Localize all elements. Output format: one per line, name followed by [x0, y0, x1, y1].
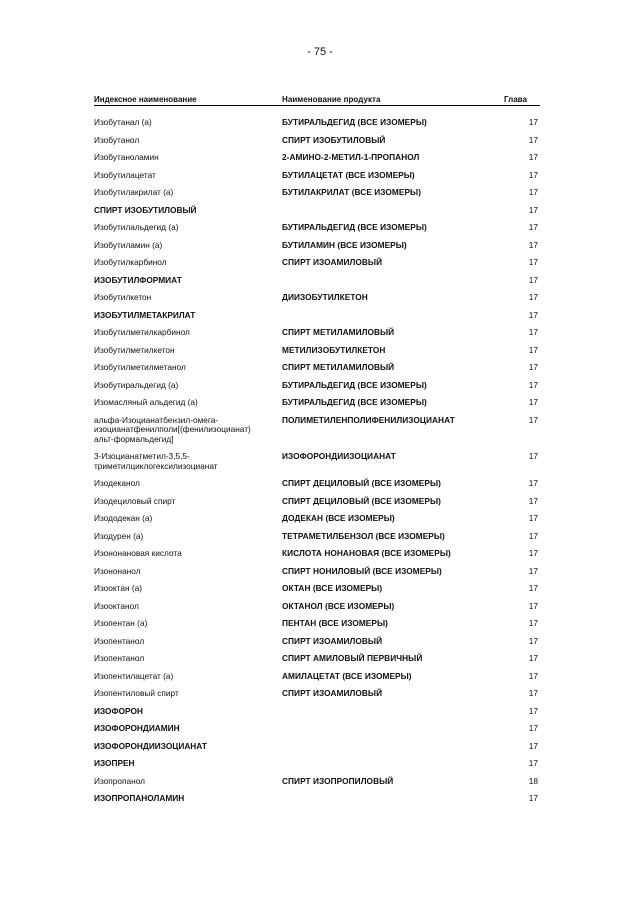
- index-name-cell: ИЗОПРОПАНОЛАМИН: [94, 793, 185, 803]
- header-index-name: Индексное наименование: [94, 95, 197, 104]
- product-name-cell: СПИРТ ДЕЦИЛОВЫЙ (ВСЕ ИЗОМЕРЫ): [282, 495, 441, 506]
- chapter-cell: 17: [528, 618, 538, 628]
- header-product-name: Наименование продукта: [282, 95, 381, 104]
- table-row: [94, 584, 540, 594]
- index-name-cell: ИЗОБУТИЛМЕТАКРИЛАТ: [94, 309, 196, 320]
- index-name-cell: Изодециловый спирт: [94, 495, 176, 506]
- table-row: [94, 672, 540, 682]
- table-row: [94, 777, 540, 787]
- product-name-cell: [282, 311, 500, 321]
- index-name-cell: ИЗОФОРОН: [94, 705, 143, 716]
- product-name-cell: МЕТИЛИЗОБУТИЛКЕТОН: [282, 344, 386, 355]
- chapter-cell: 17: [528, 204, 538, 215]
- table-row: [94, 118, 540, 128]
- table-row: [94, 514, 540, 524]
- chapter-cell: 17: [528, 327, 538, 337]
- table-row: [94, 276, 540, 286]
- index-name-cell: ИЗОБУТИЛФОРМИАТ: [94, 274, 182, 285]
- chapter-cell: 17: [528, 134, 538, 145]
- index-name-cell: Изомасляный альдегид (а): [94, 397, 198, 407]
- product-name-cell: БУТИЛАЦЕТАТ (ВСЕ ИЗОМЕРЫ): [282, 169, 415, 180]
- product-name-cell: СПИРТ МЕТИЛАМИЛОВЫЙ: [282, 362, 395, 372]
- chapter-cell: 17: [528, 758, 538, 768]
- chapter-cell: 17: [528, 362, 538, 372]
- index-name-cell: Изобутилкарбинол: [94, 257, 167, 267]
- chapter-cell: 17: [528, 653, 538, 663]
- chapter-cell: 17: [528, 705, 538, 716]
- product-name-cell: СПИРТ ИЗОАМИЛОВЫЙ: [282, 635, 383, 646]
- product-name-cell: СПИРТ АМИЛОВЫЙ ПЕРВИЧНЫЙ: [282, 653, 423, 663]
- table-row: [94, 381, 540, 391]
- product-name-cell: БУТИЛАМИН (ВСЕ ИЗОМЕРЫ): [282, 239, 407, 250]
- chapter-cell: 17: [528, 451, 538, 461]
- chapter-cell: 17: [528, 187, 538, 197]
- chapter-cell: 17: [528, 257, 538, 267]
- index-name-cell: Изододекан (а): [94, 513, 153, 523]
- table-row: [94, 549, 540, 559]
- chapter-cell: 17: [528, 397, 538, 407]
- product-name-cell: БУТИРАЛЬДЕГИД (ВСЕ ИЗОМЕРЫ): [282, 222, 427, 232]
- table-row: [94, 188, 540, 198]
- table-row: [94, 363, 540, 373]
- table-row: [94, 742, 540, 752]
- product-name-cell: ДОДЕКАН (ВСЕ ИЗОМЕРЫ): [282, 513, 395, 523]
- chapter-cell: 17: [528, 274, 538, 285]
- product-name-cell: [282, 707, 500, 717]
- index-name-cell: Изобутилальдегид (а): [94, 222, 179, 232]
- index-name-cell: СПИРТ ИЗОБУТИЛОВЫЙ: [94, 204, 197, 215]
- product-name-cell: ПОЛИМЕТИЛЕНПОЛИФЕНИЛИЗОЦИАНАТ: [282, 414, 455, 425]
- header-chapter: Глава: [504, 95, 527, 104]
- product-name-cell: [282, 759, 500, 769]
- product-name-cell: СПИРТ ИЗОБУТИЛОВЫЙ: [282, 134, 386, 145]
- product-name-cell: СПИРТ МЕТИЛАМИЛОВЫЙ: [282, 327, 395, 337]
- product-name-cell: СПИРТ ИЗОАМИЛОВЫЙ: [282, 257, 383, 267]
- chapter-cell: 17: [528, 530, 538, 541]
- product-name-cell: ТЕТРАМЕТИЛБЕНЗОЛ (ВСЕ ИЗОМЕРЫ): [282, 530, 445, 541]
- table-row: [94, 602, 540, 612]
- table-row: [94, 241, 540, 251]
- product-name-cell: ОКТАНОЛ (ВСЕ ИЗОМЕРЫ): [282, 600, 395, 611]
- table-row: [94, 497, 540, 507]
- product-name-cell: ПЕНТАН (ВСЕ ИЗОМЕРЫ): [282, 618, 388, 628]
- chapter-cell: 17: [528, 688, 538, 698]
- product-name-cell: БУТИЛАКРИЛАТ (ВСЕ ИЗОМЕРЫ): [282, 187, 422, 197]
- chapter-cell: 17: [528, 495, 538, 506]
- index-table: [94, 92, 540, 804]
- chapter-cell: 17: [528, 414, 538, 425]
- product-name-cell: [282, 724, 500, 734]
- table-row: [94, 258, 540, 268]
- chapter-cell: 17: [528, 309, 538, 320]
- chapter-cell: 17: [528, 239, 538, 250]
- chapter-cell: 17: [528, 478, 538, 488]
- index-name-cell: Изооктан (а): [94, 583, 142, 593]
- table-row: [94, 328, 540, 338]
- index-name-cell: ИЗОПРЕН: [94, 758, 135, 768]
- index-name-cell: Изодеканол: [94, 478, 140, 488]
- chapter-cell: 17: [528, 565, 538, 576]
- chapter-cell: 17: [528, 740, 538, 751]
- table-row: [94, 136, 540, 146]
- index-name-cell: ИЗОФОРОНДИИЗОЦИАНАТ: [94, 740, 207, 751]
- table-row: [94, 311, 540, 321]
- product-name-cell: 2-АМИНО-2-МЕТИЛ-1-ПРОПАНОЛ: [282, 152, 420, 162]
- product-name-cell: ДИИЗОБУТИЛКЕТОН: [282, 292, 368, 302]
- table-row: [94, 223, 540, 233]
- index-name-cell: Изобутилакрилат (а): [94, 187, 174, 197]
- index-name-cell: Изодурен (а): [94, 530, 144, 541]
- chapter-cell: 17: [528, 344, 538, 355]
- index-name-cell: Изооктанол: [94, 600, 139, 611]
- index-name-cell: Изопентиловый спирт: [94, 688, 179, 698]
- index-name-cell: альфа-Изоцианатбензил-омега- изоцианатфенилполи[(фенилизоцианат) альт-формальдегид]: [94, 414, 251, 444]
- table-row: [94, 153, 540, 163]
- table-row: [94, 171, 540, 181]
- index-name-cell: Изопентилацетат (а): [94, 670, 174, 681]
- index-name-cell: Изобутилметилкетон: [94, 344, 175, 355]
- chapter-cell: 17: [528, 222, 538, 232]
- index-name-cell: Изобутанал (а): [94, 117, 152, 127]
- index-name-cell: Изопентан (а): [94, 618, 148, 628]
- chapter-cell: 17: [528, 292, 538, 302]
- product-name-cell: СПИРТ ИЗОАМИЛОВЫЙ: [282, 688, 383, 698]
- product-name-cell: [282, 206, 500, 216]
- chapter-cell: 17: [528, 793, 538, 803]
- table-row: [94, 724, 540, 734]
- product-name-cell: [282, 276, 500, 286]
- product-name-cell: ОКТАН (ВСЕ ИЗОМЕРЫ): [282, 583, 383, 593]
- chapter-cell: 18: [528, 775, 538, 786]
- chapter-cell: 17: [528, 670, 538, 681]
- chapter-cell: 17: [528, 169, 538, 180]
- page-number: - 75 -: [307, 46, 333, 58]
- table-row: [94, 479, 540, 489]
- index-name-cell: ИЗОФОРОНДИАМИН: [94, 723, 180, 733]
- chapter-cell: 17: [528, 583, 538, 593]
- table-body: [94, 118, 540, 804]
- table-row: [94, 293, 540, 303]
- table-row: [94, 567, 540, 577]
- index-name-cell: Изобутилацетат: [94, 169, 156, 180]
- product-name-cell: БУТИРАЛЬДЕГИД (ВСЕ ИЗОМЕРЫ): [282, 117, 427, 127]
- index-name-cell: Изопропанол: [94, 775, 145, 786]
- table-row: [94, 689, 540, 699]
- index-name-cell: Изобутаноламин: [94, 152, 159, 162]
- product-name-cell: ИЗОФОРОНДИИЗОЦИАНАТ: [282, 451, 396, 461]
- table-row: [94, 346, 540, 356]
- index-name-cell: Изопентанол: [94, 653, 145, 663]
- table-row: [94, 206, 540, 216]
- table-header: [94, 92, 540, 106]
- index-name-cell: Изобутиламин (а): [94, 239, 163, 250]
- index-name-cell: Изобутилметилметанол: [94, 362, 186, 372]
- index-name-cell: Изононанол: [94, 565, 141, 576]
- chapter-cell: 17: [528, 635, 538, 646]
- product-name-cell: СПИРТ НОНИЛОВЫЙ (ВСЕ ИЗОМЕРЫ): [282, 565, 442, 576]
- table-row: [94, 619, 540, 629]
- table-row: [94, 637, 540, 647]
- table-row: [94, 532, 540, 542]
- chapter-cell: 17: [528, 548, 538, 558]
- chapter-cell: 17: [528, 379, 538, 390]
- chapter-cell: 17: [528, 513, 538, 523]
- product-name-cell: СПИРТ ИЗОПРОПИЛОВЫЙ: [282, 775, 394, 786]
- table-row: [94, 398, 540, 408]
- index-name-cell: Изобутилкетон: [94, 292, 152, 302]
- index-name-cell: Изононановая кислота: [94, 548, 182, 558]
- index-name-cell: Изобутанол: [94, 134, 140, 145]
- index-name-cell: Изобутиральдегид (а): [94, 379, 179, 390]
- table-row: [94, 794, 540, 804]
- table-row: [94, 452, 540, 471]
- index-name-cell: Изобутилметилкарбинол: [94, 327, 190, 337]
- product-name-cell: [282, 794, 500, 804]
- index-name-cell: 3-Изоцианатметил-3,5,5- триметилциклогексилизоцианат: [94, 451, 218, 471]
- index-name-cell: Изопентанол: [94, 635, 145, 646]
- chapter-cell: 17: [528, 723, 538, 733]
- table-row: [94, 759, 540, 769]
- chapter-cell: 17: [528, 600, 538, 611]
- product-name-cell: СПИРТ ДЕЦИЛОВЫЙ (ВСЕ ИЗОМЕРЫ): [282, 478, 441, 488]
- product-name-cell: [282, 742, 500, 752]
- chapter-cell: 17: [528, 117, 538, 127]
- product-name-cell: БУТИРАЛЬДЕГИД (ВСЕ ИЗОМЕРЫ): [282, 397, 427, 407]
- product-name-cell: БУТИРАЛЬДЕГИД (ВСЕ ИЗОМЕРЫ): [282, 379, 427, 390]
- table-row: [94, 707, 540, 717]
- product-name-cell: АМИЛАЦЕТАТ (ВСЕ ИЗОМЕРЫ): [282, 670, 412, 681]
- chapter-cell: 17: [528, 152, 538, 162]
- table-row: [94, 416, 540, 445]
- table-row: [94, 654, 540, 664]
- product-name-cell: КИСЛОТА НОНАНОВАЯ (ВСЕ ИЗОМЕРЫ): [282, 548, 451, 558]
